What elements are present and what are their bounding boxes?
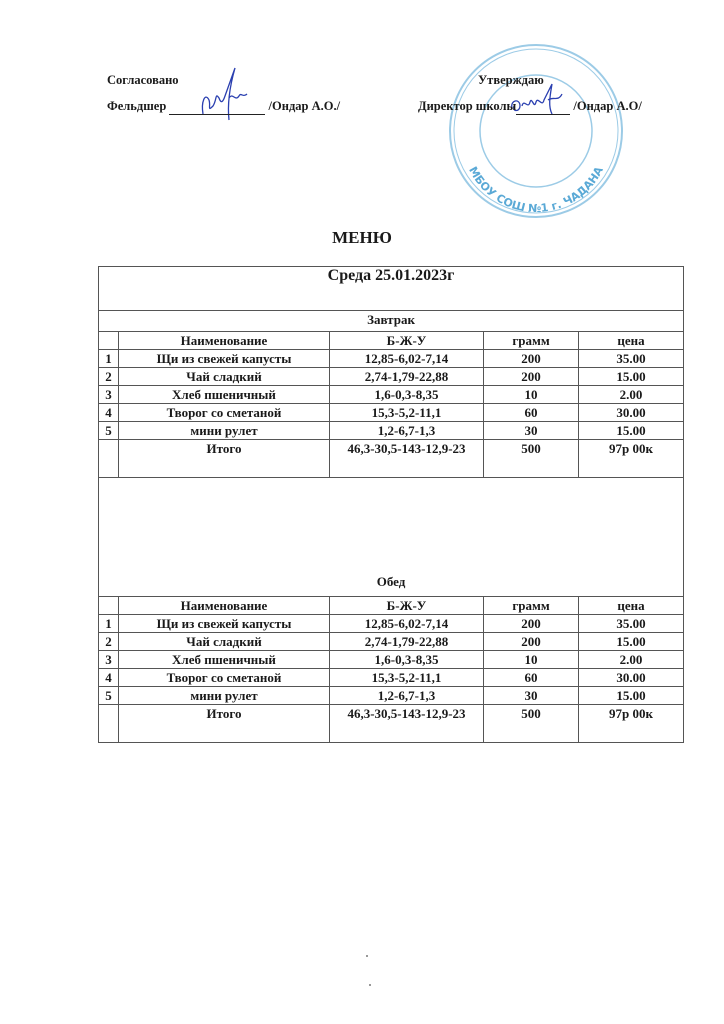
header-num [99, 597, 119, 615]
table-row [99, 350, 684, 368]
date-heading: Среда 25.01.2023г [99, 267, 684, 311]
cell-price: 35.00 [579, 615, 684, 633]
total-bju: 46,3-30,5-143-12,9-23 [330, 705, 484, 743]
total-gram: 500 [484, 440, 579, 478]
table-row [99, 669, 684, 687]
cell-price: 35.00 [579, 350, 684, 368]
column-header-gram: грамм [484, 332, 579, 350]
agreed-label: Согласовано [107, 73, 179, 87]
director-signature-line [418, 99, 642, 115]
cell-price: 15.00 [579, 633, 684, 651]
meal-section-row [99, 311, 684, 332]
cell-bju: 15,3-5,2-11,1 [330, 404, 484, 422]
table-row [99, 368, 684, 386]
header-num [99, 332, 119, 350]
cell-num: 3 [99, 386, 119, 404]
table-row [99, 633, 684, 651]
cell-num: 4 [99, 404, 119, 422]
cell-name: Чай сладкий [119, 633, 330, 651]
cell-gram: 10 [484, 651, 579, 669]
cell-bju: 1,2-6,7-1,3 [330, 422, 484, 440]
table-row [99, 422, 684, 440]
approve-label: Утверждаю [478, 73, 544, 87]
medic-role: Фельдшер [107, 99, 167, 113]
column-header-row [99, 597, 684, 615]
cell-gram: 200 [484, 350, 579, 368]
cell-bju: 12,85-6,02-7,14 [330, 615, 484, 633]
cell-gram: 10 [484, 386, 579, 404]
column-header-gram: грамм [484, 597, 579, 615]
cell-num: 1 [99, 615, 119, 633]
stamp-text: МБОУ СОШ №1 г. ЧАДАНА [466, 164, 606, 216]
meal-name: Завтрак [99, 311, 684, 332]
cell-bju: 2,74-1,79-22,88 [330, 368, 484, 386]
page-title: МЕНЮ [332, 228, 392, 247]
cell-gram: 200 [484, 633, 579, 651]
column-header-name: Наименование [119, 597, 330, 615]
table-row [99, 404, 684, 422]
cell-name: Хлеб пшеничный [119, 651, 330, 669]
cell-bju: 15,3-5,2-11,1 [330, 669, 484, 687]
cell-price: 15.00 [579, 687, 684, 705]
column-header-bju: Б-Ж-У [330, 597, 484, 615]
cell-name: мини рулет [119, 687, 330, 705]
table-row [99, 687, 684, 705]
column-header-name: Наименование [119, 332, 330, 350]
cell-bju: 1,6-0,3-8,35 [330, 386, 484, 404]
cell-num: 2 [99, 368, 119, 386]
scan-speck [369, 984, 371, 986]
column-header-price: цена [579, 597, 684, 615]
cell-gram: 200 [484, 368, 579, 386]
cell-num: 2 [99, 633, 119, 651]
cell-gram: 30 [484, 687, 579, 705]
menu-table [98, 266, 684, 743]
cell-gram: 30 [484, 422, 579, 440]
director-name: /Ондар А.О/ [573, 99, 642, 113]
cell-num: 5 [99, 422, 119, 440]
total-num [99, 440, 119, 478]
meal-section-row [99, 478, 684, 597]
table-row [99, 615, 684, 633]
total-gram: 500 [484, 705, 579, 743]
cell-price: 15.00 [579, 422, 684, 440]
cell-num: 1 [99, 350, 119, 368]
cell-num: 3 [99, 651, 119, 669]
cell-price: 30.00 [579, 669, 684, 687]
cell-num: 4 [99, 669, 119, 687]
cell-name: Творог со сметаной [119, 404, 330, 422]
total-row [99, 705, 684, 743]
school-stamp-icon [447, 42, 625, 220]
column-header-row [99, 332, 684, 350]
total-price: 97р 00к [579, 440, 684, 478]
cell-price: 2.00 [579, 651, 684, 669]
total-num [99, 705, 119, 743]
medic-signature-field [169, 99, 265, 115]
total-label: Итого [119, 440, 330, 478]
cell-price: 15.00 [579, 368, 684, 386]
cell-gram: 200 [484, 615, 579, 633]
medic-signature-line [107, 99, 340, 115]
cell-num: 5 [99, 687, 119, 705]
cell-name: мини рулет [119, 422, 330, 440]
cell-name: Чай сладкий [119, 368, 330, 386]
cell-name: Хлеб пшеничный [119, 386, 330, 404]
meal-name: Обед [99, 478, 684, 597]
cell-price: 2.00 [579, 386, 684, 404]
cell-bju: 12,85-6,02-7,14 [330, 350, 484, 368]
cell-gram: 60 [484, 404, 579, 422]
cell-name: Творог со сметаной [119, 669, 330, 687]
table-row [99, 386, 684, 404]
column-header-bju: Б-Ж-У [330, 332, 484, 350]
total-label: Итого [119, 705, 330, 743]
total-bju: 46,3-30,5-143-12,9-23 [330, 440, 484, 478]
director-signature-field [516, 99, 570, 115]
cell-name: Щи из свежей капусты [119, 350, 330, 368]
svg-text:МБОУ СОШ №1 г. ЧАДАНА [466, 164, 606, 215]
column-header-price: цена [579, 332, 684, 350]
cell-bju: 1,6-0,3-8,35 [330, 651, 484, 669]
cell-bju: 1,2-6,7-1,3 [330, 687, 484, 705]
date-row [99, 267, 684, 311]
cell-name: Щи из свежей капусты [119, 615, 330, 633]
scan-speck [366, 955, 368, 957]
total-row [99, 440, 684, 478]
cell-gram: 60 [484, 669, 579, 687]
total-price: 97р 00к [579, 705, 684, 743]
director-role: Директор школы [418, 99, 517, 113]
table-row [99, 651, 684, 669]
cell-price: 30.00 [579, 404, 684, 422]
medic-name: /Ондар А.О./ [268, 99, 341, 113]
cell-bju: 2,74-1,79-22,88 [330, 633, 484, 651]
